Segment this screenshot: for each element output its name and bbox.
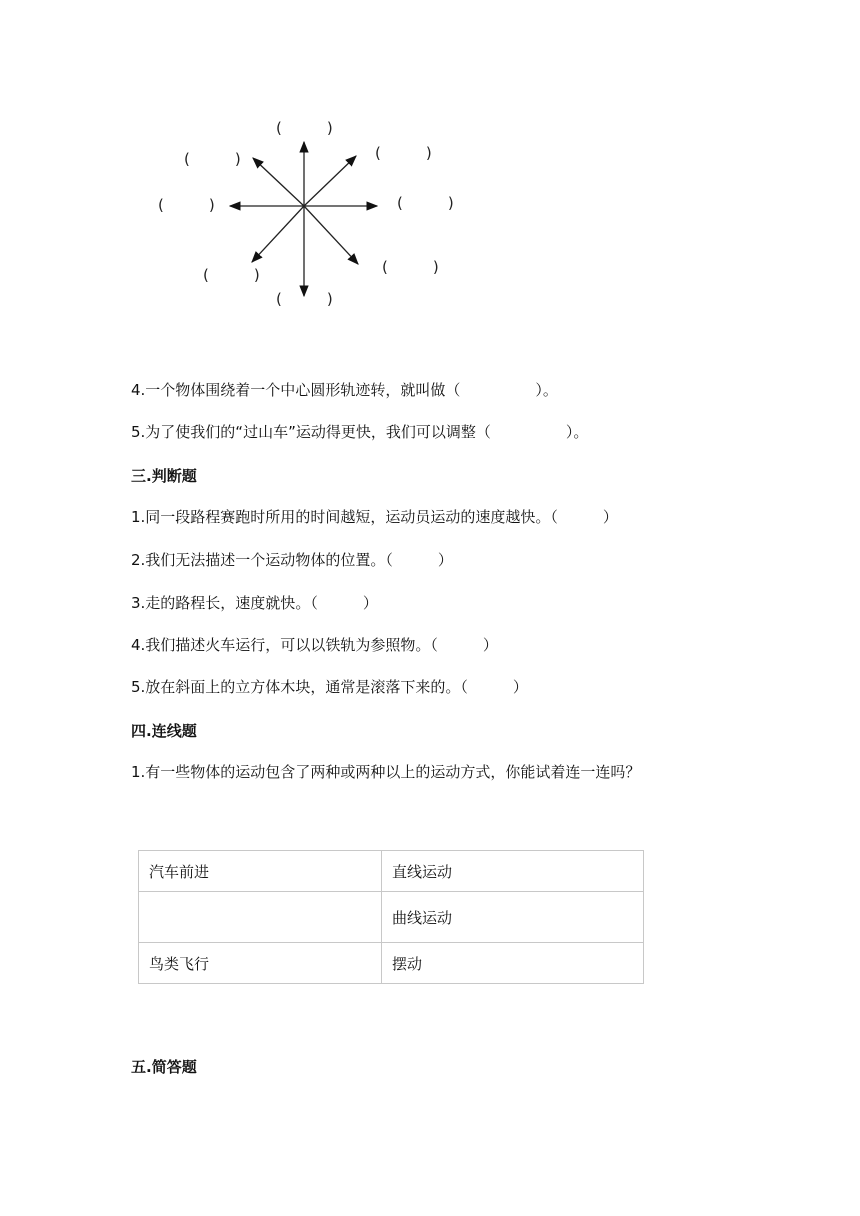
section-title-matching: 四.连线题 <box>131 722 197 740</box>
judgement-question-2: 2.我们无法描述一个运动物体的位置。（ ） <box>131 551 453 569</box>
blank-southeast[interactable]: ( ) <box>382 258 439 276</box>
table-row <box>139 943 644 984</box>
table-cell: 曲线运动 <box>382 892 644 943</box>
direction-compass-diagram <box>0 0 860 330</box>
blank-southwest[interactable]: ( ) <box>203 266 260 284</box>
table-row <box>139 851 644 892</box>
table-cell: 摆动 <box>382 943 644 984</box>
arrow-northeast <box>304 156 356 206</box>
blank-northwest[interactable]: ( ) <box>184 150 241 168</box>
judgement-question-3: 3.走的路程长，速度就快。（ ） <box>131 594 378 612</box>
judgement-question-5: 5.放在斜面上的立方体木块，通常是滚落下来的。（ ） <box>131 678 528 696</box>
table-cell: 汽车前进 <box>139 851 382 892</box>
section-title-short-answer: 五.简答题 <box>131 1058 197 1076</box>
table-cell <box>139 892 382 943</box>
fill-question-5: 5.为了使我们的“过山车”运动得更快，我们可以调整（ ）。 <box>131 423 589 441</box>
blank-northeast[interactable]: ( ) <box>375 144 432 162</box>
blank-west[interactable]: ( ) <box>158 196 215 214</box>
arrow-northwest <box>253 158 304 206</box>
judgement-question-1: 1.同一段路程赛跑时所用的时间越短，运动员运动的速度越快。（ ） <box>131 508 618 526</box>
arrow-southeast <box>304 206 358 264</box>
table-cell: 直线运动 <box>382 851 644 892</box>
table-cell: 鸟类飞行 <box>139 943 382 984</box>
matching-question-1: 1.有一些物体的运动包含了两种或两种以上的运动方式，你能试着连一连吗？ <box>131 763 641 781</box>
matching-table <box>138 850 644 984</box>
blank-south[interactable]: ( ) <box>276 290 333 308</box>
arrow-southwest <box>252 206 304 262</box>
section-title-judgement: 三.判断题 <box>131 467 197 485</box>
fill-question-4: 4.一个物体围绕着一个中心圆形轨迹转，就叫做（ ）。 <box>131 381 558 399</box>
blank-north[interactable]: ( ) <box>276 119 333 137</box>
table-row <box>139 892 644 943</box>
blank-east[interactable]: ( ) <box>397 194 454 212</box>
judgement-question-4: 4.我们描述火车运行，可以以铁轨为参照物。（ ） <box>131 636 498 654</box>
